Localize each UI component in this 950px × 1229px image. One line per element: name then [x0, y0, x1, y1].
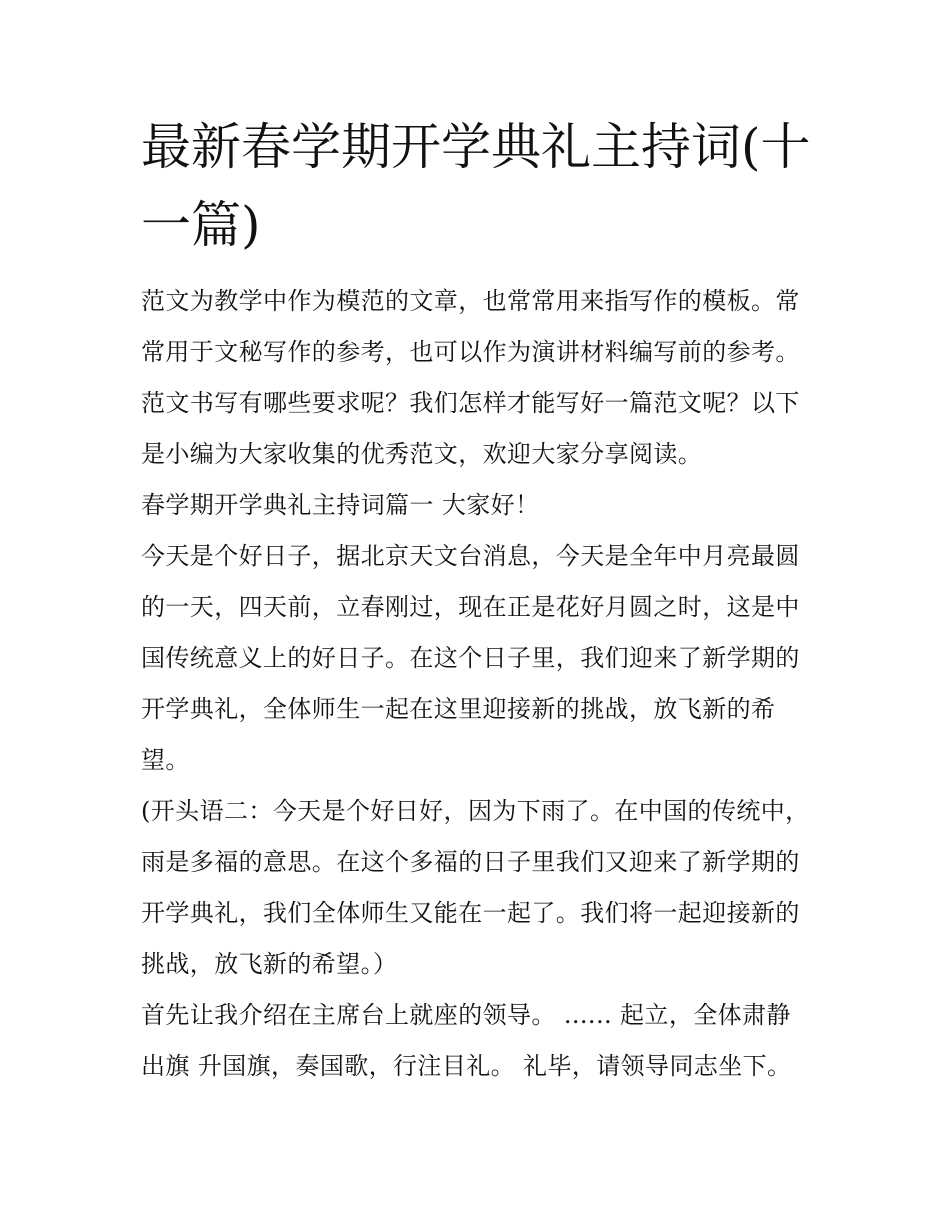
- document-title: 最新春学期开学典礼主持词(十一篇): [141, 118, 811, 254]
- paragraph-ceremony: 首先让我介绍在主席台上就座的领导。 ...... 起立，全体肃静出旗 升国旗，奏国歌，行注目礼。 礼毕，请领导同志坐下。: [141, 1001, 792, 1080]
- document-body: [141, 108, 811, 1092]
- paragraph-opening-one: 今天是个好日子，据北京天文台消息，今天是全年中月亮最圆的一天，四天前，立春刚过，现在正是花好月圆之时，这是中国传统意义上的好日子。在这个日子里，我们迎来了新学期的开学典礼，全体师生一起在这里迎接新的挑战，放飞新的希望。: [141, 542, 800, 774]
- paragraph-opening-two: (开头语二：今天是个好日好，因为下雨了。在中国的传统中，雨是多福的意思。在这个多福的日子里我们又迎来了新学期的开学典礼，我们全体师生又能在一起了。我们将一起迎接新的挑战，放飞新的希望。）: [141, 797, 810, 978]
- paragraph-section-heading: 春学期开学典礼主持词篇一 大家好！: [141, 491, 540, 519]
- paragraph-intro: 范文为教学中作为模范的文章，也常常用来指写作的模板。常常用于文秘写作的参考，也可以作为演讲材料编写前的参考。范文书写有哪些要求呢？我们怎样才能写好一篇范文呢？以下是小编为大家收集的优秀范文，欢迎大家分享阅读。: [141, 287, 800, 468]
